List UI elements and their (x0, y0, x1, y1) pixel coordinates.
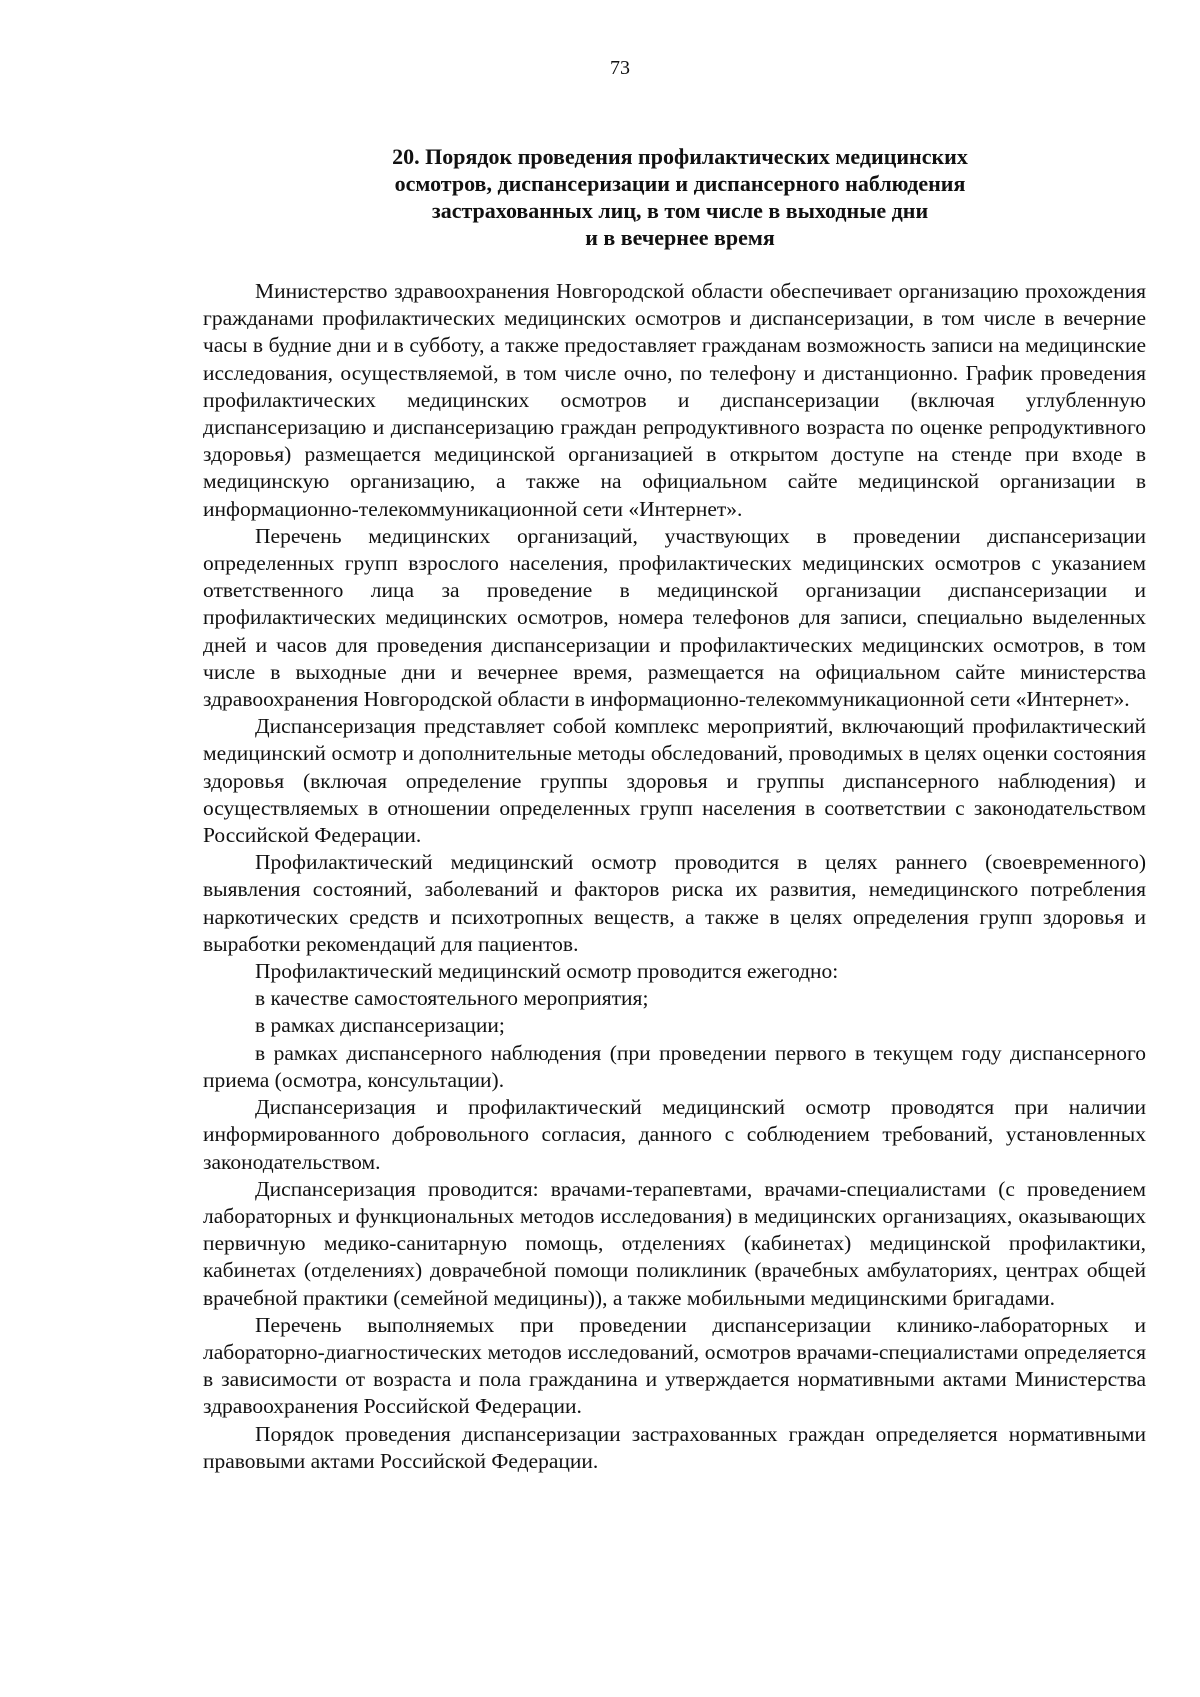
paragraph: Профилактический медицинский осмотр проводится в целях раннего (своевременного) выявления состояний, заболеваний и факторов риска их развития, немедицинского потребления наркотических средств и психотропных веществ, а также в целях определения групп здоровья и выработки рекомендаций для пациентов. (203, 850, 1146, 956)
paragraph: Перечень выполняемых при проведении диспансеризации клинико-лабораторных и лабораторно-диагностических методов исследований, осмотров врачами-специалистами определяется в зависимости от возраста и пола гражданина и утверждается нормативными актами Министерства здравоохранения Российской Федерации. (203, 1312, 1146, 1419)
section-title-line: 20. Порядок проведения профилактических медицинских (392, 144, 968, 169)
paragraph: Профилактический медицинский осмотр проводится ежегодно: (255, 959, 839, 984)
section-title (300, 143, 1060, 251)
paragraph: Министерство здравоохранения Новгородской области обеспечивает организацию прохождения гражданами профилактических медицинских осмотров и диспансеризации, в том числе в вечерние часы в будние дни и в субботу, а также предоставляет гражданам возможность записи на медицинские исследования, осуществляемой, в том числе очно, по телефону и дистанционно. График проведения профилактических медицинских осмотров и диспансеризации (включая углубленную диспансеризацию и диспансеризацию граждан репродуктивного возраста по оценке репродуктивного здоровья) размещается медицинской организацией в открытом доступе на стенде при входе в медицинскую организацию, а также на официальном сайте медицинской организации в информационно-телекоммуникационной сети «Интернет». (203, 279, 1146, 521)
section-title-line: осмотров, диспансеризации и диспансерного наблюдения (394, 171, 966, 196)
document-body (203, 278, 1146, 1475)
list-item: в рамках диспансеризации; (255, 1013, 505, 1038)
paragraph: Диспансеризация проводится: врачами-терапевтами, врачами-специалистами (с проведением лабораторных и функциональных методов исследования) в медицинских организациях, оказывающих первичную медико-санитарную помощь, отделениях (кабинетах) медицинской профилактики, кабинетах (отделениях) доврачебной помощи поликлиник (врачебных амбулаториях, центрах общей врачебной практики (семейной медицины)), а также мобильными медицинскими бригадами. (203, 1176, 1146, 1310)
paragraph: Перечень медицинских организаций, участвующих в проведении диспансеризации определенных групп взрослого населения, профилактических медицинских осмотров с указанием ответственного лица за проведение в медицинской организации диспансеризации и профилактических медицинских осмотров, номера телефонов для записи, специально выделенных дней и часов для проведения диспансеризации и профилактических медицинских осмотров, в том числе в выходные дни и вечернее время, размещается на официальном сайте министерства здравоохранения Новгородской области в информационно-телекоммуникационной сети «Интернет». (203, 523, 1146, 712)
list-item: в рамках диспансерного наблюдения (при проведении первого в текущем году диспансерного приема (осмотра, консультации). (203, 1040, 1146, 1092)
section-title-line: и в вечернее время (585, 225, 775, 250)
list-item: в качестве самостоятельного мероприятия; (255, 986, 649, 1011)
section-title-line: застрахованных лиц, в том числе в выходные дни (431, 198, 929, 223)
page-number: 73 (610, 57, 630, 79)
paragraph: Диспансеризация и профилактический медицинский осмотр проводятся при наличии информированного добровольного согласия, данного с соблюдением требований, установленных законодательством. (203, 1095, 1146, 1174)
paragraph: Диспансеризация представляет собой комплекс мероприятий, включающий профилактический медицинский осмотр и дополнительные методы обследований, проводимых в целях оценки состояния здоровья (включая определение группы здоровья и группы диспансерного наблюдения) и осуществляемых в отношении определенных групп населения в соответствии с законодательством Российской Федерации. (203, 714, 1146, 848)
paragraph: Порядок проведения диспансеризации застрахованных граждан определяется нормативными правовыми актами Российской Федерации. (203, 1421, 1146, 1473)
